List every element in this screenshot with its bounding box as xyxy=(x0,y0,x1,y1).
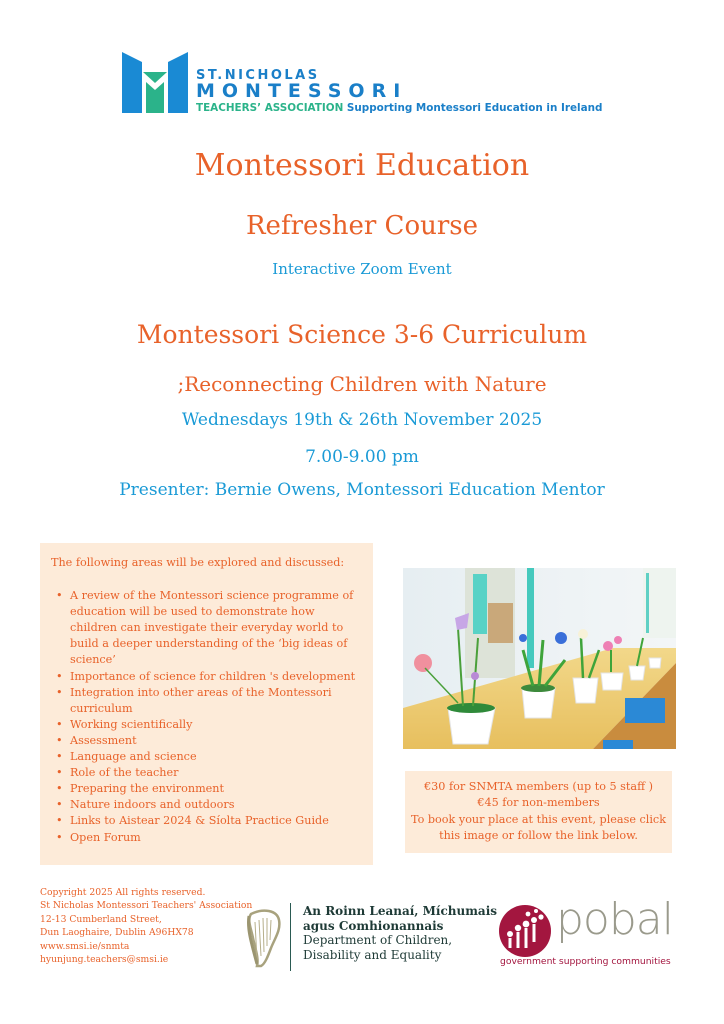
member-price: €30 for SNMTA members (up to 5 staff ) xyxy=(424,780,653,793)
bullet-icon: • xyxy=(56,814,63,828)
course-dates: Wednesdays 19th & 26th November 2025 xyxy=(181,410,543,430)
logo-line-st-nicholas: ST.NICHOLAS xyxy=(196,68,320,83)
dept-irish-line-2: agus Comhionannais xyxy=(303,918,444,933)
list-item: • A review of the Montessori science programme of education will be used to demonstrate how children can investigate their everyday world to build a deeper understanding of the ‘big ideas of science’ xyxy=(56,589,354,667)
presenter: Presenter: Bernie Owens, Montessori Education Mentor xyxy=(119,480,605,500)
bullet-icon: • xyxy=(56,830,63,844)
list-item: • Links to Aistear 2024 & Síolta Practice Guide xyxy=(70,813,361,829)
logo-line-montessori: MONTESSORI xyxy=(196,80,408,102)
department-logo-text xyxy=(303,904,497,962)
course-tagline: ;Reconnecting Children with Nature xyxy=(177,372,547,396)
list-item: • Role of the teacher xyxy=(70,765,361,781)
logo-divider xyxy=(290,903,291,971)
bullet-icon: • xyxy=(56,798,63,812)
bullet-icon: • xyxy=(56,733,63,747)
page-title: Montessori Education xyxy=(194,148,530,183)
footer-contact xyxy=(40,886,252,966)
bullet-icon: • xyxy=(56,782,63,796)
course-name: Montessori Science 3-6 Curriculum xyxy=(136,320,588,349)
website-link[interactable]: www.smsi.ie/snmta xyxy=(40,940,130,952)
areas-intro: The following areas will be explored and discussed: xyxy=(51,556,345,569)
pobal-wordmark: pobal xyxy=(556,894,673,945)
list-item: • Open Forum xyxy=(70,830,361,846)
list-item: • Working scientifically xyxy=(70,717,361,733)
pricing-box xyxy=(405,771,672,853)
areas-list xyxy=(51,588,361,846)
bullet-icon: • xyxy=(56,750,63,764)
dept-irish-line-1: An Roinn Leanaí, Míchumais xyxy=(303,904,498,918)
list-item: • Integration into other areas of the Montessori curriculum xyxy=(56,685,332,715)
address-line-1: 12-13 Cumberland Street, xyxy=(40,913,162,925)
harp-icon xyxy=(243,908,283,968)
dept-english-line-1: Department of Children, xyxy=(303,933,453,948)
bullet-icon: • xyxy=(56,685,63,699)
copyright: Copyright 2025 All rights reserved. xyxy=(40,887,206,898)
bullet-icon: • xyxy=(56,766,63,780)
email-link[interactable]: hyunjung.teachers@smsi.ie xyxy=(40,954,169,966)
pobal-logo-icon xyxy=(498,904,552,958)
org-name: St Nicholas Montessori Teachers' Association xyxy=(40,900,253,912)
non-member-price: €45 for non-members xyxy=(477,796,600,810)
list-item: • Assessment xyxy=(70,733,361,749)
logo-tagline xyxy=(196,102,602,114)
pobal-tagline: government supporting communities xyxy=(500,956,671,967)
address-line-2: Dun Laoghaire, Dublin A96HX78 xyxy=(40,927,194,939)
snmta-logo-mark xyxy=(122,52,188,113)
dept-english-line-2: Disability and Equality xyxy=(303,947,442,962)
list-item: • Importance of science for children 's development xyxy=(70,669,361,685)
bullet-icon: • xyxy=(56,589,63,603)
list-item: • Preparing the environment xyxy=(70,781,361,797)
bullet-icon: • xyxy=(56,717,63,731)
logo-teachers-association: TEACHERS’ ASSOCIATION xyxy=(196,102,344,114)
course-subtitle: Refresher Course xyxy=(245,211,479,241)
event-type: Interactive Zoom Event xyxy=(272,260,452,278)
areas-box xyxy=(40,543,373,865)
course-time: 7.00-9.00 pm xyxy=(305,447,419,467)
list-item: • Nature indoors and outdoors xyxy=(70,797,361,813)
bullet-icon: • xyxy=(56,669,63,683)
logo-supporting-text: Supporting Montessori Education in Ireland xyxy=(346,102,603,114)
booking-instructions: To book your place at this event, please click this image or follow the link below. xyxy=(411,812,666,843)
list-item: • Language and science xyxy=(70,749,361,765)
booking-photo[interactable] xyxy=(403,568,676,749)
